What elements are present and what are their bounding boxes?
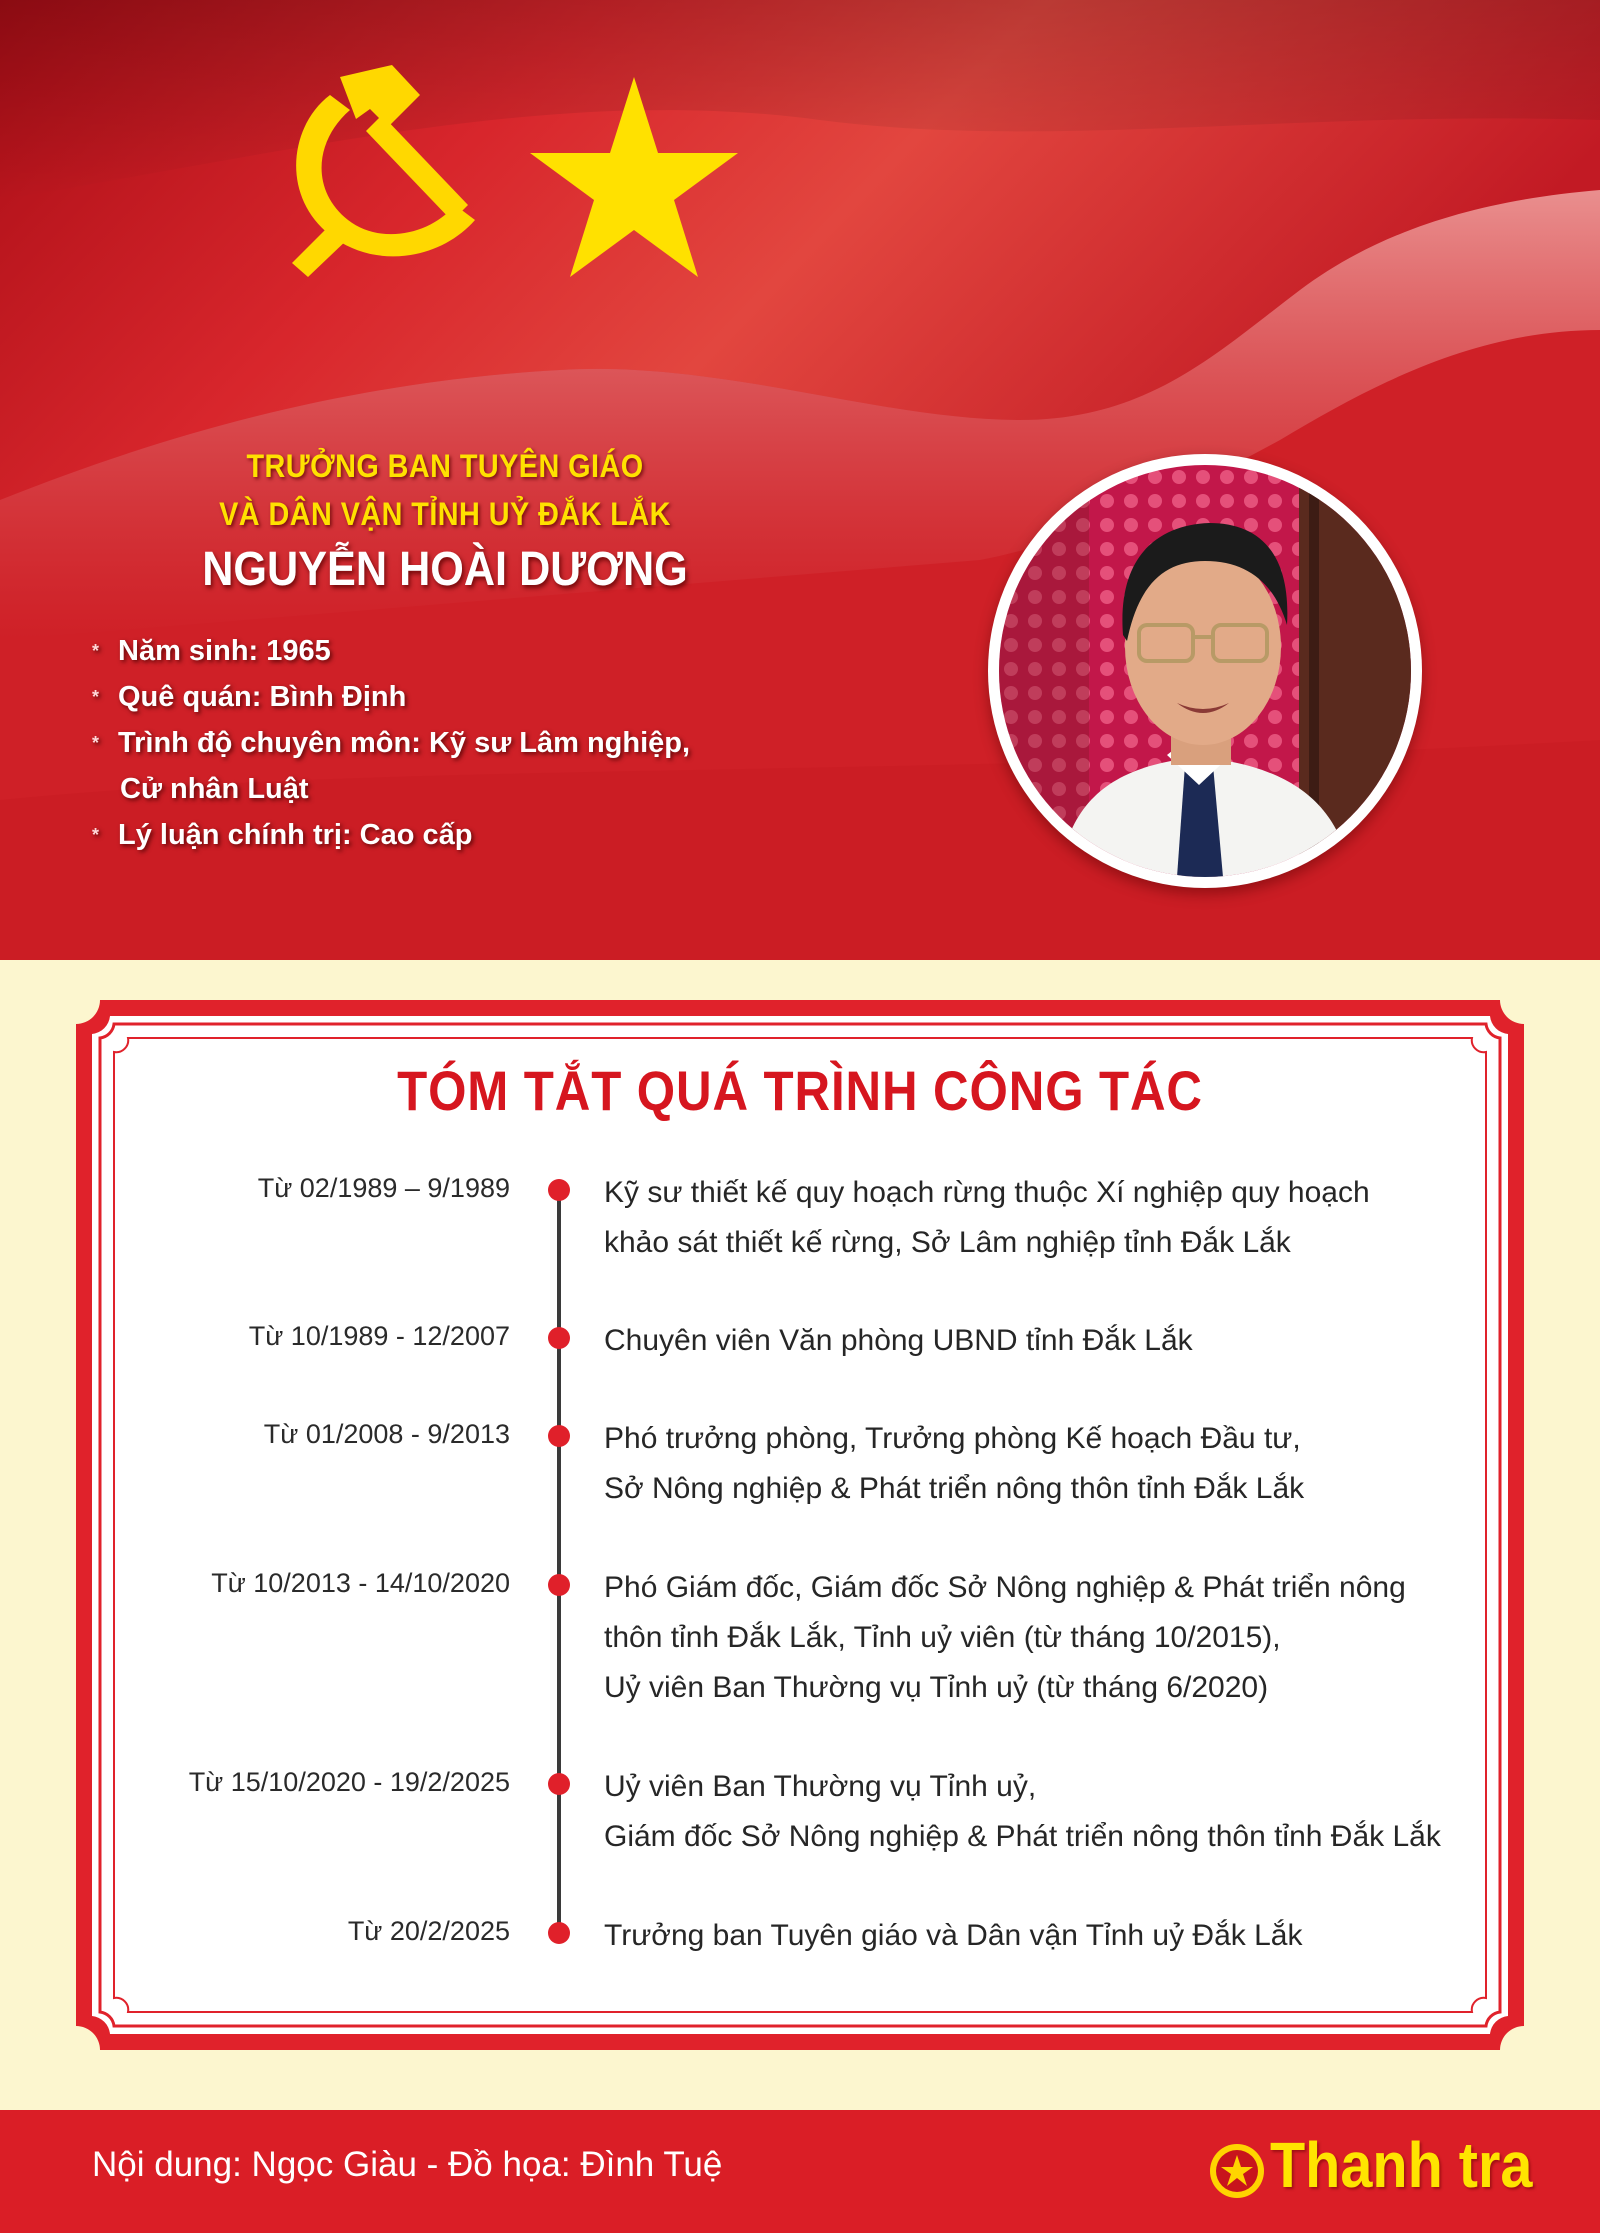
timeline-dot-icon xyxy=(548,1179,570,1201)
timeline-line-text: thôn tỉnh Đắk Lắk, Tỉnh uỷ viên (từ tháng 10/2015), xyxy=(604,1621,1281,1654)
credit-text: Nội dung: Ngọc Giàu - Đồ họa: Đình Tuệ xyxy=(92,2145,723,2184)
bio-hometown xyxy=(90,674,850,720)
brand-name: Thanh tra xyxy=(1270,2129,1533,2201)
timeline-dot-icon xyxy=(548,1425,570,1447)
timeline-line-text: Sở Nông nghiệp & Phát triển nông thôn tỉnh Đắk Lắk xyxy=(604,1472,1305,1505)
timeline-description xyxy=(604,1911,1484,1961)
asterisk-bullet-icon: * xyxy=(92,733,100,753)
timeline-line-text: Giám đốc Sở Nông nghiệp & Phát triển nông thôn tỉnh Đắk Lắk xyxy=(604,1820,1441,1853)
timeline-description xyxy=(604,1762,1484,1862)
timeline-date: Từ 10/1989 - 12/2007 xyxy=(248,1321,510,1351)
timeline-date: Từ 15/10/2020 - 19/2/2025 xyxy=(188,1767,510,1797)
timeline-line-text: Uỷ viên Ban Thường vụ Tỉnh uỷ, xyxy=(604,1770,1037,1803)
timeline-axis xyxy=(557,1185,561,1935)
bio-text: Quê quán: Bình Định xyxy=(118,681,407,713)
career-card-frame xyxy=(76,1000,1524,2050)
asterisk-bullet-icon: * xyxy=(92,825,100,845)
hammer-sickle-icon xyxy=(292,65,475,277)
portrait-frame xyxy=(988,454,1422,888)
timeline-dot-icon xyxy=(548,1574,570,1596)
timeline-date: Từ 20/2/2025 xyxy=(347,1916,510,1946)
timeline-line-text: Kỹ sư thiết kế quy hoạch rừng thuộc Xí nghiệp quy hoạch xyxy=(604,1176,1370,1209)
bio-text: Lý luận chính trị: Cao cấp xyxy=(118,819,473,851)
bio-text: Năm sinh: 1965 xyxy=(118,635,331,667)
asterisk-bullet-icon: * xyxy=(92,641,100,661)
timeline-dot-icon xyxy=(548,1327,570,1349)
timeline-line-text: Chuyên viên Văn phòng UBND tỉnh Đắk Lắk xyxy=(604,1324,1193,1357)
timeline-line-text: Phó trưởng phòng, Trưởng phòng Kế hoạch Đầu tư, xyxy=(604,1422,1301,1455)
timeline-date: Từ 10/2013 - 14/10/2020 xyxy=(211,1568,510,1598)
bio-education xyxy=(90,720,850,766)
position-title-line2: VÀ DÂN VẬN TỈNH UỶ ĐẮK LẮK xyxy=(219,496,671,532)
bio-birth-year xyxy=(90,628,850,674)
timeline-description xyxy=(604,1563,1484,1713)
header-banner xyxy=(0,0,1600,960)
timeline-line-text: Uỷ viên Ban Thường vụ Tỉnh uỷ (từ tháng 6/2020) xyxy=(604,1671,1269,1704)
timeline-description xyxy=(604,1168,1484,1268)
timeline-date: Từ 02/1989 – 9/1989 xyxy=(257,1173,510,1203)
emblem xyxy=(270,55,740,285)
star-icon xyxy=(530,77,738,277)
section-title: TÓM TẮT QUÁ TRÌNH CÔNG TÁC xyxy=(397,1059,1203,1122)
bio-education-cont xyxy=(90,766,850,812)
position-title-line1: TRƯỞNG BAN TUYÊN GIÁO xyxy=(246,448,644,484)
timeline-dot-icon xyxy=(548,1922,570,1944)
timeline-line-text: Trưởng ban Tuyên giáo và Dân vận Tỉnh uỷ Đắk Lắk xyxy=(604,1919,1303,1952)
timeline-description xyxy=(604,1414,1484,1514)
timeline-description xyxy=(604,1316,1484,1366)
timeline-dot-icon xyxy=(548,1773,570,1795)
thanh-tra-emblem-icon xyxy=(1208,2142,1266,2200)
bio-text: Trình độ chuyên môn: Kỹ sư Lâm nghiệp, xyxy=(118,727,691,759)
person-name: NGUYỄN HOÀI DƯƠNG xyxy=(202,543,688,596)
bio-text: Cử nhân Luật xyxy=(120,773,309,805)
timeline-date: Từ 01/2008 - 9/2013 xyxy=(263,1419,510,1449)
timeline-line-text: Phó Giám đốc, Giám đốc Sở Nông nghiệp & Phát triển nông xyxy=(604,1571,1406,1604)
portrait-photo xyxy=(999,465,1411,877)
asterisk-bullet-icon: * xyxy=(92,687,100,707)
timeline-line-text: khảo sát thiết kế rừng, Sở Lâm nghiệp tỉnh Đắk Lắk xyxy=(604,1226,1291,1259)
bio-political-theory xyxy=(90,812,850,858)
bio-list xyxy=(90,628,850,858)
footer xyxy=(0,2110,1600,2233)
